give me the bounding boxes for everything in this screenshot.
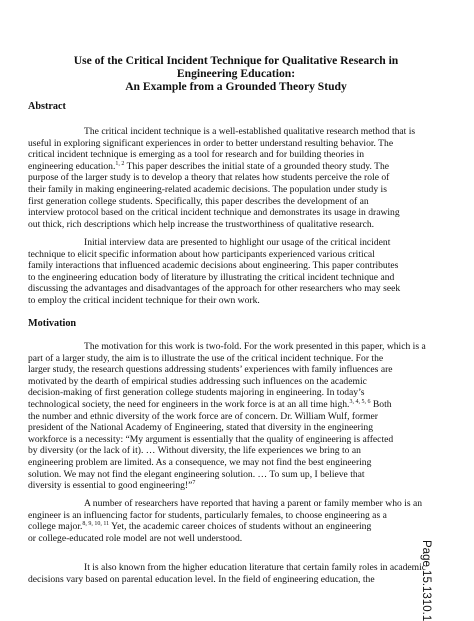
page-number-label: Page 15.1310.1 xyxy=(420,540,432,621)
citation-superscript: 3, 4, 5, 6 xyxy=(349,398,371,405)
paragraph-line: technique to elicit specific information about how participants experienced various critical xyxy=(28,248,375,260)
paragraph-line: Initial interview data are presented to highlight our usage of the critical incident xyxy=(84,237,391,248)
paragraph-line: to the engineering education body of literature by illustrating the critical incident technique and xyxy=(28,271,395,283)
paragraph-line: to employ the critical incident technique for their own work. xyxy=(28,294,260,306)
paragraph-line: purpose of the larger study is to develop a theory that relates how students perceive the role of xyxy=(28,172,390,184)
paragraph-line: engineer is an influencing factor for students, particularly females, to choose engineering as a xyxy=(28,509,387,521)
paper-title xyxy=(40,54,432,94)
citation-superscript: 1, 2 xyxy=(115,160,125,167)
paragraph-line: their family in making engineering-related academic decisions. The population under study is xyxy=(28,183,387,195)
citation-superscript: 8, 9, 10, 11 xyxy=(82,521,110,528)
line-text: engineering education. xyxy=(28,160,116,172)
line-text: Yet, the academic career choices of students without an engineering xyxy=(109,521,372,533)
paragraph-line xyxy=(28,480,438,492)
abstract-heading: Abstract xyxy=(28,101,66,112)
motivation-paragraph-1 xyxy=(28,341,438,492)
paragraph-line: first generation college students. Specifically, this paper describes the development of an xyxy=(28,195,369,207)
motivation-paragraph-2 xyxy=(28,498,438,544)
line-text: diversity is essential to good engineering!” xyxy=(28,480,193,492)
abstract-paragraph-1 xyxy=(28,126,438,230)
paragraph-line: part of a larger study, the aim is to illustrate the use of the critical incident technique. For the xyxy=(28,352,384,364)
abstract-paragraph-2 xyxy=(28,237,438,307)
paragraph-line: the number and ethnic diversity of the work force are of concern. Dr. William Wulf, former xyxy=(28,410,378,422)
paragraph-line: by diversity (or the lack of it). … Without diversity, the life experiences we bring to an xyxy=(28,445,361,457)
paragraph-line: The critical incident technique is a well-established qualitative research method that is xyxy=(84,126,416,137)
paragraph-line xyxy=(28,161,438,173)
paragraph-line: A number of researchers have reported that having a parent or family member who is an xyxy=(84,498,423,509)
title-line-1: Use of the Critical Incident Technique for Qualitative Research in xyxy=(73,54,399,67)
paragraph-line: discussing the advantages and disadvantages of the approach for other researchers who may seek xyxy=(28,283,401,295)
paragraph-line: workforce is a necessity: “My argument is essentially that the quality of engineering is affected xyxy=(28,433,394,445)
paragraph-line: It is also known from the higher education literature that certain family roles in academic xyxy=(84,562,427,573)
motivation-heading: Motivation xyxy=(28,318,77,329)
paragraph-line: The motivation for this work is two-fold. For the work presented in this paper, which is a xyxy=(84,341,426,352)
line-text: This paper describes the initial state of a grounded theory study. The xyxy=(124,160,390,172)
paragraph-line: engineering problem are limited. As a consequence, we may not find the best engineering xyxy=(28,456,372,468)
paragraph-line xyxy=(28,399,438,411)
paragraph-line: solution. We may not find the elegant engineering solution. … To sum up, I believe that xyxy=(28,468,365,480)
paragraph-line: president of the National Academy of Engineering, stated that diversity in the engineering xyxy=(28,422,374,434)
line-text: college major. xyxy=(28,521,83,533)
paragraph-line: critical incident technique is emerging as a tool for research and for building theories in xyxy=(28,149,365,161)
citation-superscript: 7 xyxy=(192,480,196,487)
paragraph-line xyxy=(28,521,438,533)
paragraph-line: useful in exploring significant experiences in order to better understand resulting behavior. The xyxy=(28,137,394,149)
paragraph-line: decision-making of first generation college students majoring in engineering. In today’s xyxy=(28,387,365,399)
paragraph-line: family interactions that influenced academic decisions about engineering. This paper contributes xyxy=(28,260,399,272)
paragraph-line: interview protocol based on the critical incident technique and demonstrates its usage in drawing xyxy=(28,207,400,219)
paragraph-line: motivated by the dearth of empirical studies addressing such influences on the academic xyxy=(28,375,367,387)
motivation-paragraph-3 xyxy=(28,562,438,585)
paragraph-line: decisions vary based on parental education level. In the field of engineering education, the xyxy=(28,573,375,585)
title-line-3: An Example from a Grounded Theory Study xyxy=(125,80,347,94)
paragraph-line: out thick, rich descriptions which help increase the trustworthiness of qualitative research. xyxy=(28,218,375,230)
line-text: technological society, the need for engineers in the work force is at an all time high. xyxy=(28,398,350,410)
title-line-2: Engineering Education: xyxy=(176,67,296,81)
paragraph-line: or college-educated role model are not well understood. xyxy=(28,532,243,544)
line-text: Both xyxy=(370,398,392,410)
paragraph-line: larger study, the research questions addressing students’ experiences with family influences are xyxy=(28,364,393,376)
